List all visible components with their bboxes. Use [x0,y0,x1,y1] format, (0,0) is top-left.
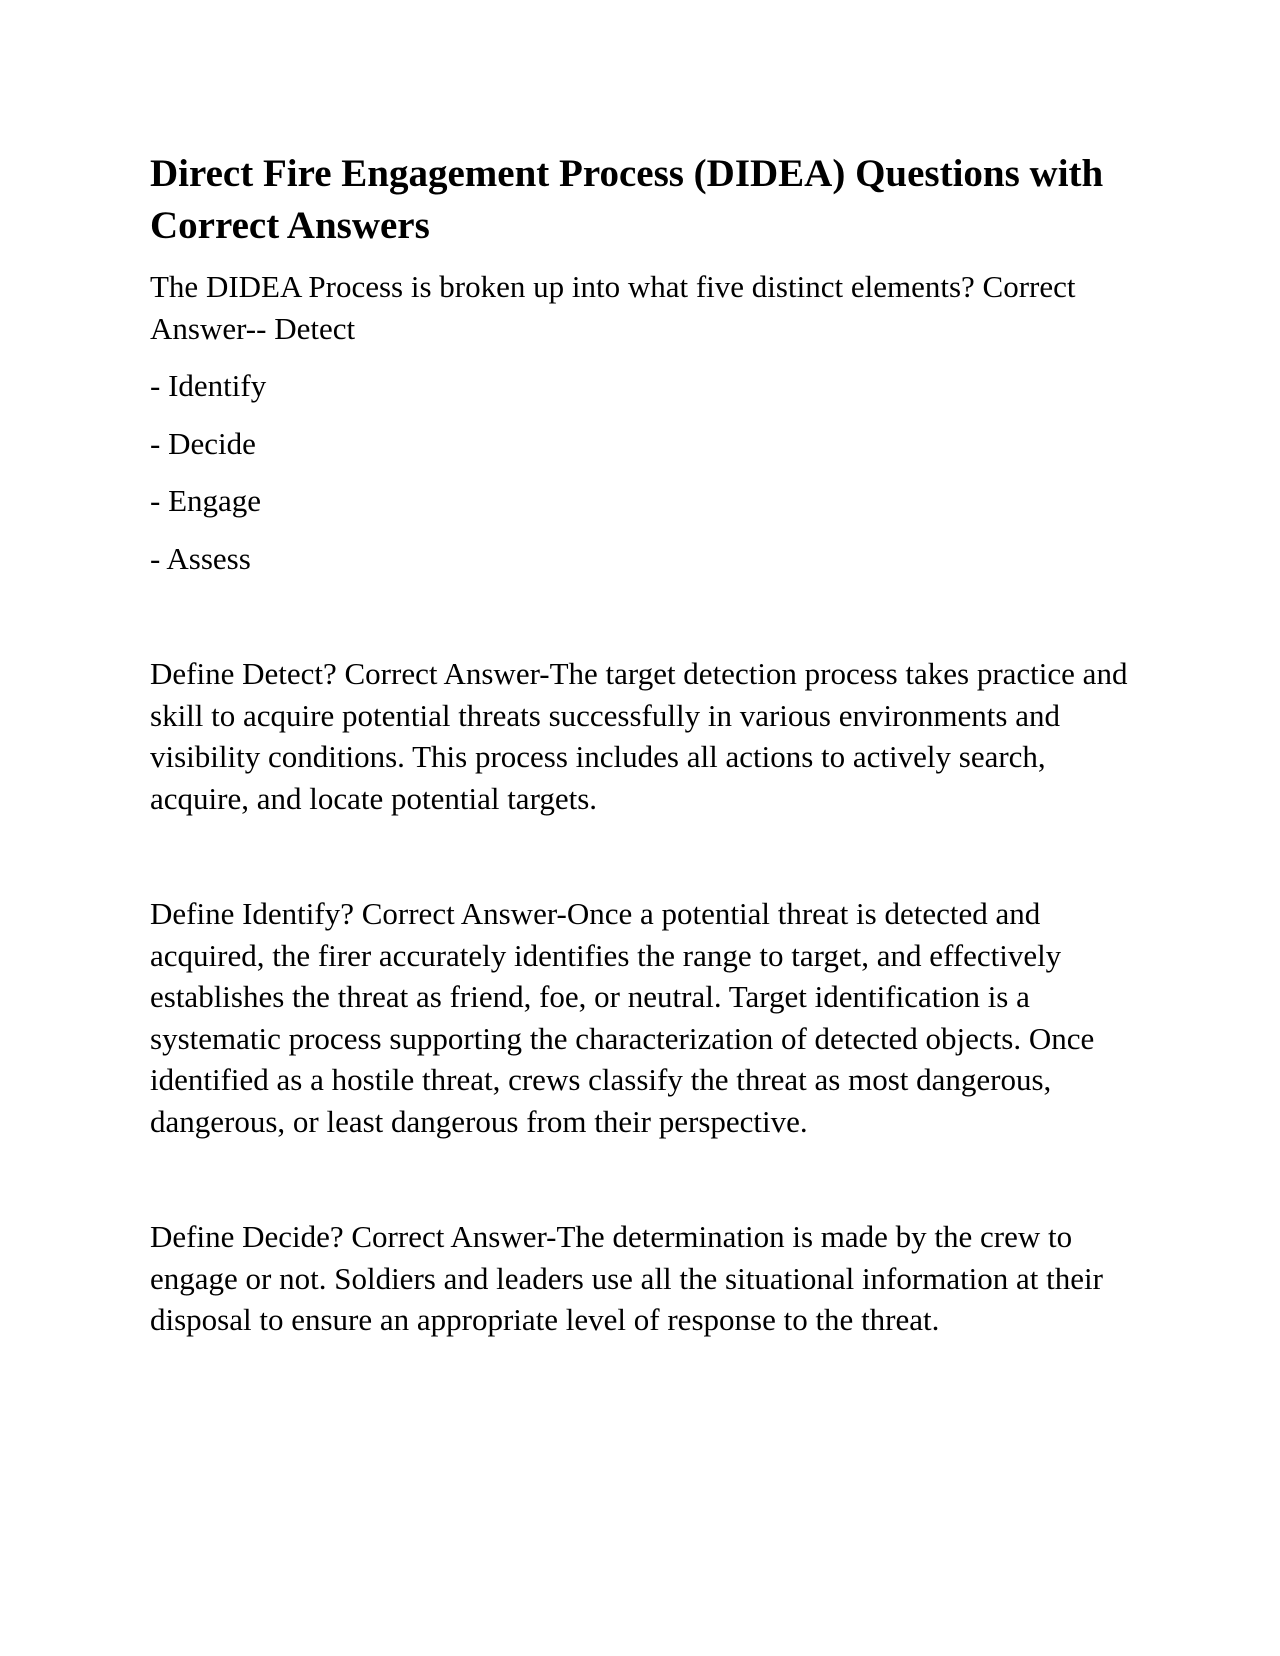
spacer [150,349,1130,365]
list-item: - Engage [150,483,262,518]
definition-detect: Define Detect? Correct Answer-The target detection process takes practice and skill to acquire potential threats successfully in various environments and visibility conditions. This process includes all actions to actively search, acquire, and locate potential targets. [150,656,1128,816]
spacer [150,819,1130,893]
spacer [150,407,1130,423]
definition-decide: Define Decide? Correct Answer-The determination is made by the crew to engage or not. Soldiers and leaders use all the situational information at their disposal to ensure an appropriate level of response to the threat. [150,1219,1103,1337]
definition-identify: Define Identify? Correct Answer-Once a potential threat is detected and acquired, the firer accurately identifies the range to target, and effectively establishes the threat as friend, foe, or neutral. Target identification is a systematic process supporting the characterization of detected objects. Once identified as a hostile threat, crews classify the threat as most dangerous, dangerous, or least dangerous from their perspective. [150,896,1095,1139]
list-item: - Assess [150,540,251,576]
list-item: - Identify [150,368,267,403]
document-page [150,148,1130,1341]
document-title: Direct Fire Engagement Process (DIDEA) Questions with Correct Answers [150,152,1104,247]
spacer [150,522,1130,538]
intro-question: The DIDEA Process is broken up into what five distinct elements? Correct Answer-- Detect [150,269,1076,346]
spacer [150,579,1130,653]
spacer [150,1142,1130,1216]
spacer [150,464,1130,480]
list-item: - Decide [150,425,256,461]
